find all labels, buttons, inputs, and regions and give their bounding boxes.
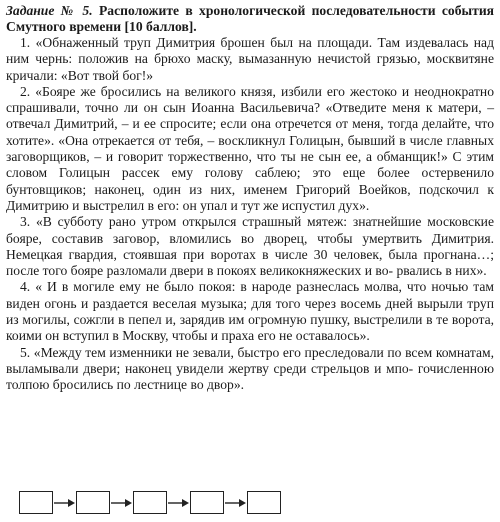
- arrow-right-icon: [167, 491, 190, 514]
- answer-box-3[interactable]: [133, 491, 167, 514]
- arrow-right-icon: [110, 491, 133, 514]
- arrow-right-icon: [224, 491, 247, 514]
- answer-box-4[interactable]: [190, 491, 224, 514]
- source-item-4: 4. « И в могиле ему не было покоя: в народе разнеслась молва, что ночью там виден огонь и раздается веселая музыка; для того через восемь дней вырыли труп из могилы, сожгли в пепел и, зарядив им огромную пушку, выстрелили в те ворота, коими он вступил в Москву, чтобы и праха его не оставалось».: [6, 279, 494, 344]
- source-item-1: 1. «Обнаженный труп Димитрия брошен был на площади. Там издевалась над ним чернь: положив на брюхо маску, вымазанную нечистой грязью, москвитяне кричали: «Вот твой бог!»: [6, 35, 494, 83]
- source-item-3: 3. «В субботу рано утром открылся страшный мятеж: знатнейшие московские бояре, составив заговор, вломились во дворец, чтобы умертвить Димитрия. Немецкая гвардия, стоявшая при воротах в числе 30 человек, была прогнана…; после того бояре разломали двери в покоях великокняжеских и во- рвались в них».: [6, 214, 494, 279]
- answer-box-2[interactable]: [76, 491, 110, 514]
- source-item-5: 5. «Между тем изменники не зевали, быстро его преследовали по всем комнатам, выламывали двери; наконец увидели жертву среди стрельцов и мпо- гочисленною толпою бросились по лестнице во двор».: [6, 344, 494, 393]
- answer-sequence: [19, 491, 281, 514]
- source-item-2: 2. «Бояре же бросились на великого князя, избили его жестоко и неоднократно спрашивали, точно ли он сын Иоанна Васильевича? «Отведите меня к матери, – отвечал Димитрий, – и ее спросите; если она отречется от меня, тогда делайте, что хотите». «Она отрекается от тебя, – воскликнул Голицын, бывший в числе главных заговорщиков, – и говорит торжественно, что ты не сын ее, а обманщик!» С этим словом Голицын рассек ему голову саблею; это еще более остервенило бунтовщиков; наконец, один из них, именем Григорий Воейков, подскочил к Димитрию и выстрелил в его: он упал и тут же испустил дух».: [6, 83, 494, 213]
- arrow-right-icon: [53, 491, 76, 514]
- answer-box-1[interactable]: [19, 491, 53, 514]
- source-list: [6, 35, 494, 394]
- task-title-text: Расположите в хронологической последовательности события Смутного времени [10 баллов].: [6, 3, 495, 34]
- answer-box-5[interactable]: [247, 491, 281, 514]
- task-label: Задание № 5.: [6, 3, 93, 18]
- task-heading: [6, 3, 494, 35]
